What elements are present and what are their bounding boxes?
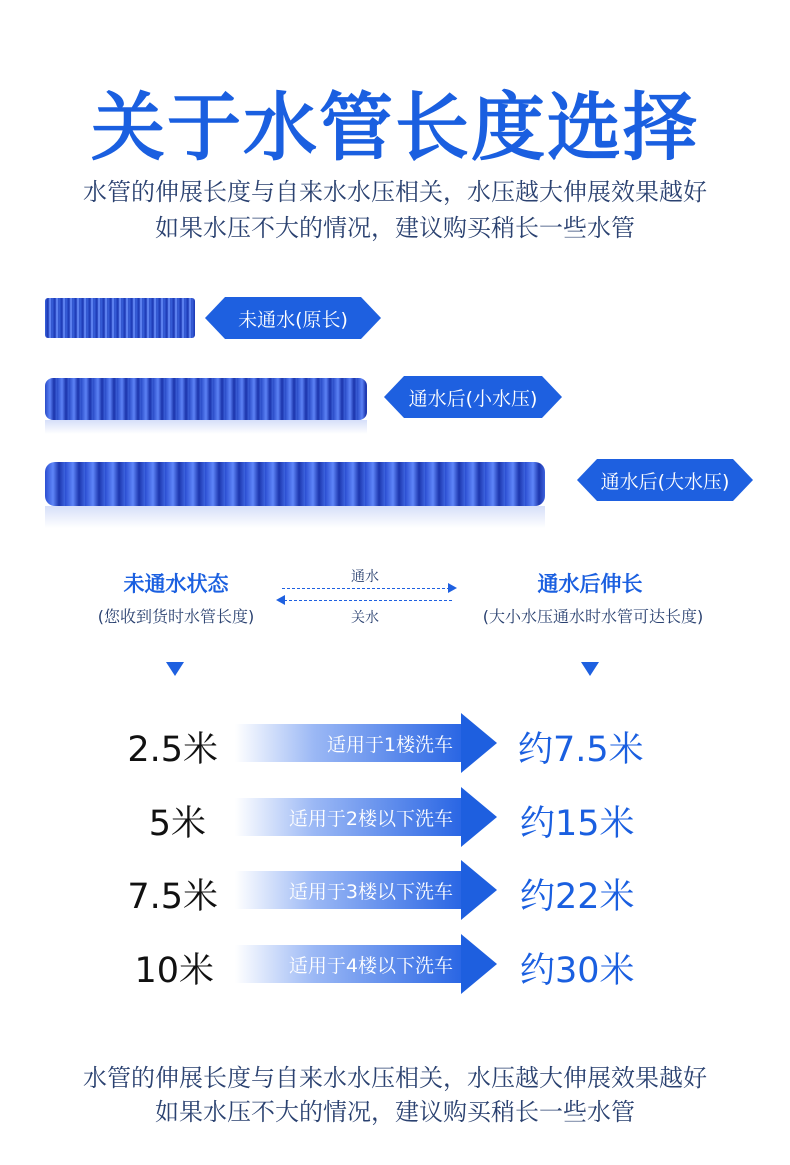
down-triangle-icon [581,662,599,676]
arrow-back-label: 关水 [351,610,379,626]
down-triangle-icon [166,662,184,676]
usage-label: 适用于4楼以下洗车 [235,945,461,983]
arrow-right-icon [448,583,457,593]
length-original: 7.5米 [127,877,218,917]
length-original: 10米 [134,951,214,991]
hose-label-text: 通水后(小水压) [404,376,542,418]
usage-label: 适用于2楼以下洗车 [235,798,461,836]
page-title: 关于水管长度选择 [91,85,699,171]
footer-line-1: 水管的伸展长度与自来水水压相关，水压越大伸展效果越好 [83,1064,707,1092]
state-before-title: 未通水状态 [123,572,229,596]
length-extended: 约15米 [520,804,635,844]
usage-arrow [235,860,497,920]
usage-arrow [235,713,497,773]
usage-arrow [235,787,497,847]
length-original: 5米 [148,804,206,844]
arrow-right-icon [361,297,381,339]
intro-line-2: 如果水压不大的情况，建议购买稍长一些水管 [155,214,635,242]
state-after-subtitle: (大小水压通水时水管可达长度) [482,607,704,626]
hose-high-pressure-image [45,462,545,506]
usage-label: 适用于3楼以下洗车 [235,871,461,909]
hose-label-original [205,297,381,339]
hose-reflection [45,420,367,434]
footer-line-2: 如果水压不大的情况，建议购买稍长一些水管 [155,1098,635,1126]
arrow-forward-line [282,588,450,589]
arrow-back-line [284,600,452,601]
hose-low-pressure-image [45,378,367,420]
intro-line-1: 水管的伸展长度与自来水水压相关，水压越大伸展效果越好 [83,178,707,206]
usage-label: 适用于1楼洗车 [235,724,461,762]
arrow-right-icon [461,713,497,773]
length-original: 2.5米 [127,730,218,770]
arrow-left-icon [384,376,404,418]
length-extended: 约7.5米 [518,730,644,770]
arrow-right-icon [461,787,497,847]
hose-label-text: 通水后(大水压) [597,459,733,501]
arrow-right-icon [542,376,562,418]
length-extended: 约22米 [520,877,635,917]
arrow-right-icon [461,934,497,994]
length-extended: 约30米 [520,951,635,991]
arrow-left-icon [205,297,225,339]
usage-arrow [235,934,497,994]
state-after-title: 通水后伸长 [537,572,643,596]
arrow-left-icon [577,459,597,501]
hose-original-image [45,298,195,338]
state-before-subtitle: (您收到货时水管长度) [97,607,255,626]
arrow-right-icon [461,860,497,920]
hose-label-high-pressure [577,459,753,501]
arrow-left-icon [276,595,285,605]
arrow-forward-label: 通水 [351,569,379,585]
hose-label-low-pressure [384,376,562,418]
arrow-right-icon [733,459,753,501]
hose-label-text: 未通水(原长) [225,297,361,339]
hose-reflection [45,506,545,528]
